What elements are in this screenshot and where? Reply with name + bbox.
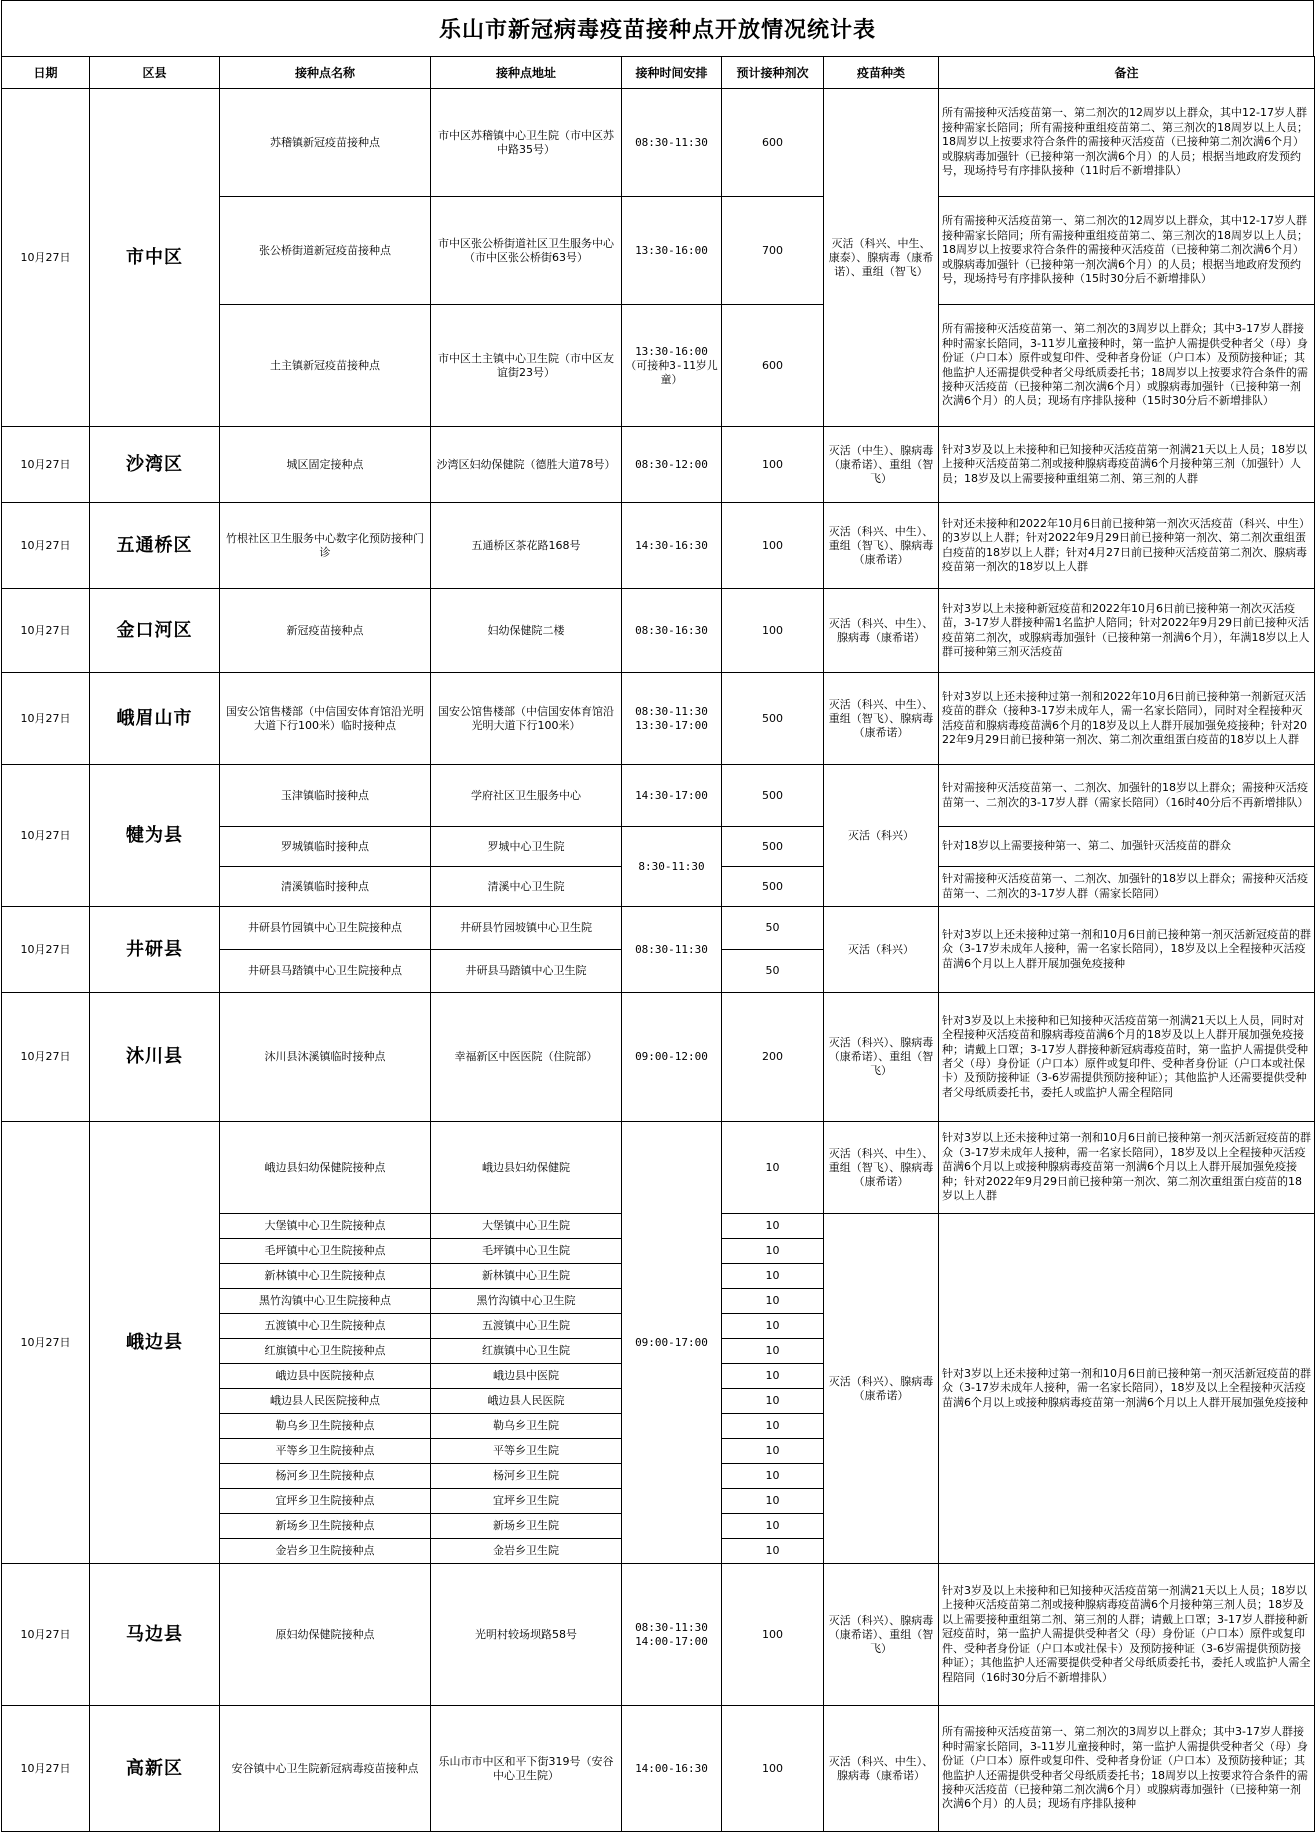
site-cell: 竹根社区卫生服务中心数字化预防接种门诊 bbox=[220, 503, 431, 589]
address-cell: 杨河乡卫生院 bbox=[431, 1464, 622, 1489]
time-cell: 8:30-11:30 bbox=[622, 827, 722, 907]
address-cell: 幸福新区中医医院（住院部） bbox=[431, 993, 622, 1122]
col-header-time: 接种时间安排 bbox=[622, 57, 722, 89]
vaccine-cell: 灭活（中生）、腺病毒（康希诺）、重组（智飞） bbox=[824, 427, 939, 503]
site-cell: 五渡镇中心卫生院接种点 bbox=[220, 1314, 431, 1339]
address-cell: 金岩乡卫生院 bbox=[431, 1539, 622, 1564]
county-cell: 高新区 bbox=[90, 1706, 220, 1832]
site-cell: 峨边县人民医院接种点 bbox=[220, 1389, 431, 1414]
time-cell: 09:00-12:00 bbox=[622, 993, 722, 1122]
note-cell: 所有需接种灭活疫苗第一、第二剂次的3周岁以上群众；其中3-17岁人群接种时需家长陪同，3-11岁儿童接种时，第一监护人需提供受种者父（母）身份证（户口本）原件或复印件、受种者身份证（户口本）及预防接种证；其他监护人还需提供受种者父母纸质委托书；18周岁以上按要求符合条件的需接种灭活疫苗（已接种第二剂次满6个月）或腺病毒加强针（已接种第一剂次满6个月）的人员；现场有序排队接种 bbox=[939, 1706, 1315, 1832]
date-cell: 10月27日 bbox=[2, 993, 90, 1122]
col-header-address: 接种点地址 bbox=[431, 57, 622, 89]
date-cell: 10月27日 bbox=[2, 673, 90, 765]
site-cell: 井研县马踏镇中心卫生院接种点 bbox=[220, 950, 431, 993]
col-header-county: 区县 bbox=[90, 57, 220, 89]
vaccine-cell: 灭活（科兴）、腺病毒（康希诺）、重组（智飞） bbox=[824, 1564, 939, 1706]
site-cell: 井研县竹园镇中心卫生院接种点 bbox=[220, 907, 431, 950]
note-cell: 针对需接种灭活疫苗第一、二剂次、加强针的18岁以上群众；需接种灭活疫苗第一、二剂次的3-17岁人群（需家长陪同）（16时40分后不再新增排队） bbox=[939, 765, 1315, 827]
doses-cell: 10 bbox=[722, 1364, 824, 1389]
site-cell: 红旗镇中心卫生院接种点 bbox=[220, 1339, 431, 1364]
doses-cell: 200 bbox=[722, 993, 824, 1122]
date-cell: 10月27日 bbox=[2, 1122, 90, 1564]
time-cell: 08:30-16:30 bbox=[622, 589, 722, 673]
address-cell: 峨边县妇幼保健院 bbox=[431, 1122, 622, 1214]
address-cell: 乐山市市中区和平下街319号（安谷中心卫生院） bbox=[431, 1706, 622, 1832]
site-cell: 宜坪乡卫生院接种点 bbox=[220, 1489, 431, 1514]
note-cell: 针对还未接种和2022年10月6日前已接种第一剂次灭活疫苗（科兴、中生）的3岁以上人群；针对2022年9月29日前已接种第一剂次、第二剂次重组蛋白疫苗的18岁以上人群；针对4月27日前已接种灭活疫苗第二剂次、腺病毒疫苗第一剂次的18岁以上人群 bbox=[939, 503, 1315, 589]
address-cell: 毛坪镇中心卫生院 bbox=[431, 1239, 622, 1264]
col-header-date: 日期 bbox=[2, 57, 90, 89]
site-cell: 平等乡卫生院接种点 bbox=[220, 1439, 431, 1464]
table-row bbox=[2, 503, 1315, 589]
note-cell: 所有需接种灭活疫苗第一、第二剂次的12周岁以上群众，其中12-17岁人群接种需家长陪同；所有需接种重组疫苗第二、第三剂次的18周岁以上人员；18周岁以上按要求符合条件的需接种灭活疫苗（已接种第二剂次满6个月）或腺病毒加强针（已接种第一剂次满6个月）的人员；根据当地政府发预约号，现场持号有序排队接种（11时后不新增排队） bbox=[939, 89, 1315, 197]
doses-cell: 100 bbox=[722, 427, 824, 503]
note-cell: 针对3岁以上还未接种过第一剂和10月6日前已接种第一剂灭活新冠疫苗的群众（3-17岁未成年人接种，需一名家长陪同），18岁及以上全程接种灭活疫苗满6个月以上或接种腺病毒疫苗第一剂满6个月以上人群开展加强免疫接种 bbox=[939, 1214, 1315, 1564]
doses-cell: 10 bbox=[722, 1489, 824, 1514]
county-cell: 五通桥区 bbox=[90, 503, 220, 589]
note-cell: 针对3岁及以上未接种和已知接种灭活疫苗第一剂满21天以上人员，同时对全程接种灭活疫苗和腺病毒疫苗满6个月的18岁及以上人群开展加强免疫接种；请戴上口罩；3-17岁人群接种新冠病毒疫苗时，第一监护人需提供受种者父（母）身份证（户口本）原件或复印件、受种者身份证（户口本或社保卡）及预防接种证（3-6岁需提供预防接种证）；其他监护人还需要提供受种者父母纸质委托书，委托人或监护人需全程陪同 bbox=[939, 993, 1315, 1122]
address-cell: 峨边县中医院 bbox=[431, 1364, 622, 1389]
vaccination-table bbox=[1, 56, 1315, 1832]
time-cell: 08:30-11:30 14:00-17:00 bbox=[622, 1564, 722, 1706]
doses-cell: 10 bbox=[722, 1539, 824, 1564]
vaccine-cell: 灭活（科兴）、腺病毒（康希诺）、重组（智飞） bbox=[824, 993, 939, 1122]
header-row bbox=[2, 57, 1315, 89]
table-row bbox=[2, 1564, 1315, 1706]
county-cell: 峨眉山市 bbox=[90, 673, 220, 765]
table-row bbox=[2, 993, 1315, 1122]
note-cell: 针对3岁以上还未接种过第一剂和2022年10月6日前已接种第一剂新冠灭活疫苗的群众（接种3-17岁未成年人，需一名家长陪同），同时对全程接种灭活疫苗和腺病毒疫苗满6个月的18岁及以上人群开展加强免疫接种；针对2022年9月29日前已接种第一剂次、第二剂次重组蛋白疫苗的18岁以上人群 bbox=[939, 673, 1315, 765]
note-cell: 针对18岁以上需要接种第一、第二、加强针灭活疫苗的群众 bbox=[939, 827, 1315, 867]
site-cell: 黑竹沟镇中心卫生院接种点 bbox=[220, 1289, 431, 1314]
date-cell: 10月27日 bbox=[2, 1706, 90, 1832]
vaccine-cell: 灭活（科兴）、腺病毒（康希诺） bbox=[824, 1214, 939, 1564]
doses-cell: 10 bbox=[722, 1314, 824, 1339]
date-cell: 10月27日 bbox=[2, 1564, 90, 1706]
site-cell: 土主镇新冠疫苗接种点 bbox=[220, 305, 431, 427]
address-cell: 井研县马踏镇中心卫生院 bbox=[431, 950, 622, 993]
site-cell: 金岩乡卫生院接种点 bbox=[220, 1539, 431, 1564]
site-cell: 罗城镇临时接种点 bbox=[220, 827, 431, 867]
vaccine-cell: 灭活（科兴、中生）、重组（智飞）、腺病毒（康希诺） bbox=[824, 1122, 939, 1214]
doses-cell: 600 bbox=[722, 89, 824, 197]
doses-cell: 500 bbox=[722, 765, 824, 827]
address-cell: 井研县竹园坡镇中心卫生院 bbox=[431, 907, 622, 950]
county-cell: 犍为县 bbox=[90, 765, 220, 907]
site-cell: 勒乌乡卫生院接种点 bbox=[220, 1414, 431, 1439]
site-cell: 峨边县妇幼保健院接种点 bbox=[220, 1122, 431, 1214]
address-cell: 新林镇中心卫生院 bbox=[431, 1264, 622, 1289]
address-cell: 黑竹沟镇中心卫生院 bbox=[431, 1289, 622, 1314]
table-row bbox=[2, 427, 1315, 503]
county-cell: 沐川县 bbox=[90, 993, 220, 1122]
note-cell: 针对3岁以上未接种新冠疫苗和2022年10月6日前已接种第一剂次灭活疫苗，3-17岁人群接种需1名监护人陪同；针对2022年9月29日前已接种灭活疫苗第二剂次，或腺病毒加强针（已接种第一剂满6个月），年满18岁以上人群可接种第三剂灭活疫苗 bbox=[939, 589, 1315, 673]
site-cell: 峨边县中医院接种点 bbox=[220, 1364, 431, 1389]
address-cell: 五通桥区茶花路168号 bbox=[431, 503, 622, 589]
time-cell: 08:30-11:30 13:30-17:00 bbox=[622, 673, 722, 765]
address-cell: 市中区土主镇中心卫生院（市中区友谊街23号） bbox=[431, 305, 622, 427]
doses-cell: 10 bbox=[722, 1339, 824, 1364]
site-cell: 杨河乡卫生院接种点 bbox=[220, 1464, 431, 1489]
county-cell: 井研县 bbox=[90, 907, 220, 993]
col-header-site: 接种点名称 bbox=[220, 57, 431, 89]
note-cell: 针对3岁以上还未接种过第一剂和10月6日前已接种第一剂灭活新冠疫苗的群众（3-17岁未成年人接种，需一名家长陪同），18岁及以上全程接种灭活疫苗满6个月以上人群开展加强免疫接种 bbox=[939, 907, 1315, 993]
table-row bbox=[2, 589, 1315, 673]
site-cell: 国安公馆售楼部（中信国安体育馆沿光明大道下行100米）临时接种点 bbox=[220, 673, 431, 765]
county-cell: 峨边县 bbox=[90, 1122, 220, 1564]
vaccine-cell: 灭活（科兴、中生）、重组（智飞）、腺病毒（康希诺） bbox=[824, 673, 939, 765]
site-cell: 苏稽镇新冠疫苗接种点 bbox=[220, 89, 431, 197]
note-cell: 针对3岁及以上未接种和已知接种灭活疫苗第一剂满21天以上人员；18岁以上接种灭活疫苗第二剂或接种腺病毒疫苗满6个月接种第三剂（加强针）人员；18岁及以上需要接种重组第二剂、第三剂的人群 bbox=[939, 427, 1315, 503]
doses-cell: 10 bbox=[722, 1289, 824, 1314]
doses-cell: 100 bbox=[722, 1706, 824, 1832]
time-cell: 08:30-12:00 bbox=[622, 427, 722, 503]
time-cell: 13:30-16:00 （可接种3-11岁儿童） bbox=[622, 305, 722, 427]
site-cell: 玉津镇临时接种点 bbox=[220, 765, 431, 827]
address-cell: 妇幼保健院二楼 bbox=[431, 589, 622, 673]
vaccine-cell: 灭活（科兴、中生）、腺病毒（康希诺） bbox=[824, 1706, 939, 1832]
time-cell: 14:00-16:30 bbox=[622, 1706, 722, 1832]
table-row bbox=[2, 765, 1315, 827]
address-cell: 大堡镇中心卫生院 bbox=[431, 1214, 622, 1239]
doses-cell: 100 bbox=[722, 589, 824, 673]
doses-cell: 10 bbox=[722, 1464, 824, 1489]
doses-cell: 50 bbox=[722, 907, 824, 950]
address-cell: 勒乌乡卫生院 bbox=[431, 1414, 622, 1439]
date-cell: 10月27日 bbox=[2, 907, 90, 993]
note-cell: 针对需接种灭活疫苗第一、二剂次、加强针的18岁以上群众；需接种灭活疫苗第一、二剂次的3-17岁人群（需家长陪同） bbox=[939, 867, 1315, 907]
doses-cell: 500 bbox=[722, 867, 824, 907]
doses-cell: 10 bbox=[722, 1439, 824, 1464]
vaccine-cell: 灭活（科兴） bbox=[824, 907, 939, 993]
address-cell: 峨边县人民医院 bbox=[431, 1389, 622, 1414]
date-cell: 10月27日 bbox=[2, 589, 90, 673]
doses-cell: 100 bbox=[722, 503, 824, 589]
date-cell: 10月27日 bbox=[2, 765, 90, 907]
site-cell: 新场乡卫生院接种点 bbox=[220, 1514, 431, 1539]
address-cell: 市中区张公桥街道社区卫生服务中心（市中区张公桥街63号） bbox=[431, 197, 622, 305]
address-cell: 宜坪乡卫生院 bbox=[431, 1489, 622, 1514]
site-cell: 大堡镇中心卫生院接种点 bbox=[220, 1214, 431, 1239]
address-cell: 罗城中心卫生院 bbox=[431, 827, 622, 867]
county-cell: 金口河区 bbox=[90, 589, 220, 673]
site-cell: 新冠疫苗接种点 bbox=[220, 589, 431, 673]
table-row bbox=[2, 1122, 1315, 1214]
note-cell: 所有需接种灭活疫苗第一、第二剂次的3周岁以上群众；其中3-17岁人群接种时需家长陪同，3-11岁儿童接种时，第一监护人需提供受种者父（母）身份证（户口本）原件或复印件、受种者身份证（户口本）及预防接种证；其他监护人还需提供受种者父母纸质委托书；18周岁以上按要求符合条件的需接种灭活疫苗（已接种第二剂次满6个月）或腺病毒加强针（已接种第一剂次满6个月）的人员；现场有序排队接种（15时30分后不新增排队） bbox=[939, 305, 1315, 427]
date-cell: 10月27日 bbox=[2, 89, 90, 427]
doses-cell: 10 bbox=[722, 1264, 824, 1289]
doses-cell: 100 bbox=[722, 1564, 824, 1706]
address-cell: 新场乡卫生院 bbox=[431, 1514, 622, 1539]
vaccine-cell: 灭活（科兴） bbox=[824, 765, 939, 907]
address-cell: 市中区苏稽镇中心卫生院（市中区苏中路35号） bbox=[431, 89, 622, 197]
col-header-doses: 预计接种剂次 bbox=[722, 57, 824, 89]
address-cell: 平等乡卫生院 bbox=[431, 1439, 622, 1464]
site-cell: 沐川县沐溪镇临时接种点 bbox=[220, 993, 431, 1122]
doses-cell: 700 bbox=[722, 197, 824, 305]
time-cell: 14:30-16:30 bbox=[622, 503, 722, 589]
site-cell: 清溪镇临时接种点 bbox=[220, 867, 431, 907]
vaccine-cell: 灭活（科兴、中生、康泰）、腺病毒（康希诺）、重组（智飞） bbox=[824, 89, 939, 427]
site-cell: 张公桥街道新冠疫苗接种点 bbox=[220, 197, 431, 305]
site-cell: 新林镇中心卫生院接种点 bbox=[220, 1264, 431, 1289]
address-cell: 光明村较场坝路58号 bbox=[431, 1564, 622, 1706]
address-cell: 国安公馆售楼部（中信国安体育馆沿光明大道下行100米） bbox=[431, 673, 622, 765]
note-cell: 所有需接种灭活疫苗第一、第二剂次的12周岁以上群众，其中12-17岁人群接种需家长陪同；所有需接种重组疫苗第二、第三剂次的18周岁以上人员；18周岁以上按要求符合条件的需接种灭活疫苗（已接种第二剂次满6个月）或腺病毒加强针（已接种第一剂次满6个月）的人员；根据当地政府发预约号，现场持号有序排队接种（15时30分后不新增排队） bbox=[939, 197, 1315, 305]
doses-cell: 10 bbox=[722, 1389, 824, 1414]
note-cell: 针对3岁及以上未接种和已知接种灭活疫苗第一剂满21天以上人员；18岁以上接种灭活疫苗第二剂或接种腺病毒疫苗满6个月接种第三剂人员；18岁及以上需要接种重组第二剂、第三剂的人群；请戴上口罩；3-17岁人群接种新冠疫苗时，第一监护人需提供受种者父（母）身份证（户口本）原件或复印件、受种者身份证（户口本或社保卡）及预防接种证（3-6岁需提供预防接种证）；其他监护人还需要提供受种者父母纸质委托书，委托人或监护人需全程陪同（16时30分后不新增排队） bbox=[939, 1564, 1315, 1706]
time-cell: 13:30-16:00 bbox=[622, 197, 722, 305]
col-header-vaccine: 疫苗种类 bbox=[824, 57, 939, 89]
time-cell: 14:30-17:00 bbox=[622, 765, 722, 827]
col-header-note: 备注 bbox=[939, 57, 1315, 89]
county-cell: 马边县 bbox=[90, 1564, 220, 1706]
time-cell: 08:30-11:30 bbox=[622, 89, 722, 197]
vaccination-sheet bbox=[1, 0, 1314, 1832]
doses-cell: 10 bbox=[722, 1239, 824, 1264]
note-cell: 针对3岁以上还未接种过第一剂和10月6日前已接种第一剂灭活新冠疫苗的群众（3-17岁未成年人接种，需一名家长陪同），18岁及以上全程接种灭活疫苗满6个月以上或接种腺病毒疫苗第一剂满6个月以上人群开展加强免疫接种；针对2022年9月29日前已接种第一剂次、第二剂次重组蛋白疫苗的18岁以上人群 bbox=[939, 1122, 1315, 1214]
site-cell: 毛坪镇中心卫生院接种点 bbox=[220, 1239, 431, 1264]
vaccine-cell: 灭活（科兴、中生）、腺病毒（康希诺） bbox=[824, 589, 939, 673]
address-cell: 学府社区卫生服务中心 bbox=[431, 765, 622, 827]
address-cell: 清溪中心卫生院 bbox=[431, 867, 622, 907]
doses-cell: 500 bbox=[722, 673, 824, 765]
address-cell: 红旗镇中心卫生院 bbox=[431, 1339, 622, 1364]
time-cell: 09:00-17:00 bbox=[622, 1122, 722, 1564]
date-cell: 10月27日 bbox=[2, 427, 90, 503]
doses-cell: 600 bbox=[722, 305, 824, 427]
county-cell: 市中区 bbox=[90, 89, 220, 427]
vaccine-cell: 灭活（科兴、中生）、重组（智飞）、腺病毒（康希诺） bbox=[824, 503, 939, 589]
doses-cell: 10 bbox=[722, 1122, 824, 1214]
table-row bbox=[2, 673, 1315, 765]
date-cell: 10月27日 bbox=[2, 503, 90, 589]
address-cell: 五渡镇中心卫生院 bbox=[431, 1314, 622, 1339]
page-title: 乐山市新冠病毒疫苗接种点开放情况统计表 bbox=[1, 0, 1314, 56]
address-cell: 沙湾区妇幼保健院（德胜大道78号） bbox=[431, 427, 622, 503]
table-row bbox=[2, 907, 1315, 950]
doses-cell: 10 bbox=[722, 1514, 824, 1539]
time-cell: 08:30-11:30 bbox=[622, 907, 722, 993]
site-cell: 城区固定接种点 bbox=[220, 427, 431, 503]
site-cell: 安谷镇中心卫生院新冠病毒疫苗接种点 bbox=[220, 1706, 431, 1832]
doses-cell: 500 bbox=[722, 827, 824, 867]
doses-cell: 10 bbox=[722, 1414, 824, 1439]
county-cell: 沙湾区 bbox=[90, 427, 220, 503]
doses-cell: 50 bbox=[722, 950, 824, 993]
doses-cell: 10 bbox=[722, 1214, 824, 1239]
table-row bbox=[2, 89, 1315, 197]
table-row bbox=[2, 1706, 1315, 1832]
site-cell: 原妇幼保健院接种点 bbox=[220, 1564, 431, 1706]
